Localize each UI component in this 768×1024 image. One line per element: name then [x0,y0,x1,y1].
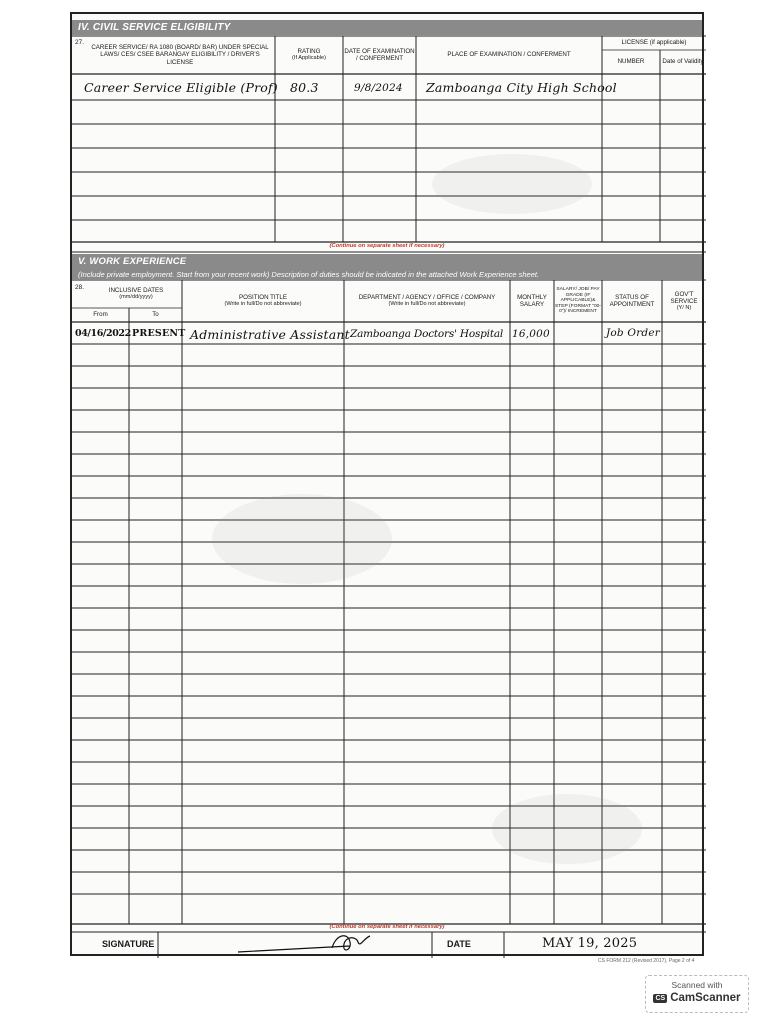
header-position-title [182,280,344,322]
header-rating [275,36,343,74]
header-govt-service-label: GOV'T SERVICE [670,290,698,305]
work-position-value: Administrative Assistant [190,327,350,342]
header-govt-service [662,280,706,322]
header-career-service: CAREER SERVICE/ RA 1080 (BOARD/ BAR) UNDER SPECIAL LAWS/ CES/ CSEE BARANGAY ELIGIBILITY / DRIVER'S LICENSE [91,44,269,66]
scan-stain [432,154,592,214]
item-number-28: 28. [75,284,85,291]
continue-note-civil-service: (Continue on separate sheet if necessary) [329,243,445,249]
eligibility-rating-value: 80.3 [290,80,319,95]
signature-scribble [232,928,382,958]
scan-stain [492,794,642,864]
header-inclusive-dates-label: INCLUSIVE DATES [108,287,164,295]
pds-form-page [70,12,704,956]
header-department [344,280,510,322]
watermark-line2 [646,992,748,1004]
header-position-title-sub: (Write in full/Do not abbreviate) [224,301,302,308]
work-salary-value: 16,000 [512,328,550,340]
header-department-label: DEPARTMENT / AGENCY / OFFICE / COMPANY [358,294,496,302]
work-to-value: PRESENT [132,328,186,339]
signature-label: SIGNATURE [102,939,155,949]
date-label: DATE [447,939,471,949]
camscanner-logo-icon: CS [655,995,666,1002]
section-title-civil-service: IV. CIVIL SERVICE ELIGIBILITY [72,20,702,35]
work-experience-instructions: (Include private employment. Start from your recent work) Description of duties should be indicated in the attached Work Experience sheet. [72,269,702,280]
watermark-line1: Scanned with [671,980,723,990]
header-from: From [93,311,108,319]
eligibility-place-value: Zamboanga City High School [426,80,617,95]
header-monthly-salary: MONTHLY SALARY [517,293,547,308]
work-status-value: Job Order [606,327,660,339]
form-code: CS FORM 212 (Revised 2017), Page 2 of 4 [598,958,695,964]
item-number-27: 27. [75,39,85,46]
header-license: LICENSE (if applicable) [621,39,687,47]
header-department-sub: (Write in full/Do not abbreviate) [388,301,466,308]
work-department-value: Zamboanga Doctors' Hospital [350,328,504,340]
header-salary-grade: SALARY/ JOB/ PAY GRADE (IF APPLICABLE)& STEP (FORMAT "00-0")/ INCREMENT [554,286,602,315]
watermark-brand: CamScanner [670,992,741,1004]
header-license-validity: Date of Validity [662,58,704,66]
header-to: To [152,311,159,319]
section-title-work-experience: V. WORK EXPERIENCE [72,254,702,269]
eligibility-career-value: Career Service Eligible (Prof) [84,80,278,95]
header-status-appointment: STATUS OF APPOINTMENT [609,293,655,308]
header-inclusive-dates-sub: (mm/dd/yyyy) [119,294,153,301]
header-place-exam: PLACE OF EXAMINATION / CONFERMENT [447,51,571,59]
header-license-number: NUMBER [617,58,645,66]
header-govt-service-sub: (Y/ N) [676,304,692,311]
work-from-value: 04/16/2022 [75,328,131,339]
scan-stain [212,494,392,584]
date-value: MAY 19, 2025 [542,936,638,951]
header-position-title-label: POSITION TITLE [238,294,288,302]
camscanner-watermark [645,975,749,1013]
header-date-exam: DATE OF EXAMINATION / CONFERMENT [344,47,415,62]
header-rating-label: RATING [297,48,321,56]
eligibility-date-value: 9/8/2024 [354,82,403,94]
header-inclusive-dates [90,281,182,307]
header-rating-sub: (If Applicable) [292,55,326,62]
continue-note-work-experience: (Continue on separate sheet if necessary) [329,924,445,930]
